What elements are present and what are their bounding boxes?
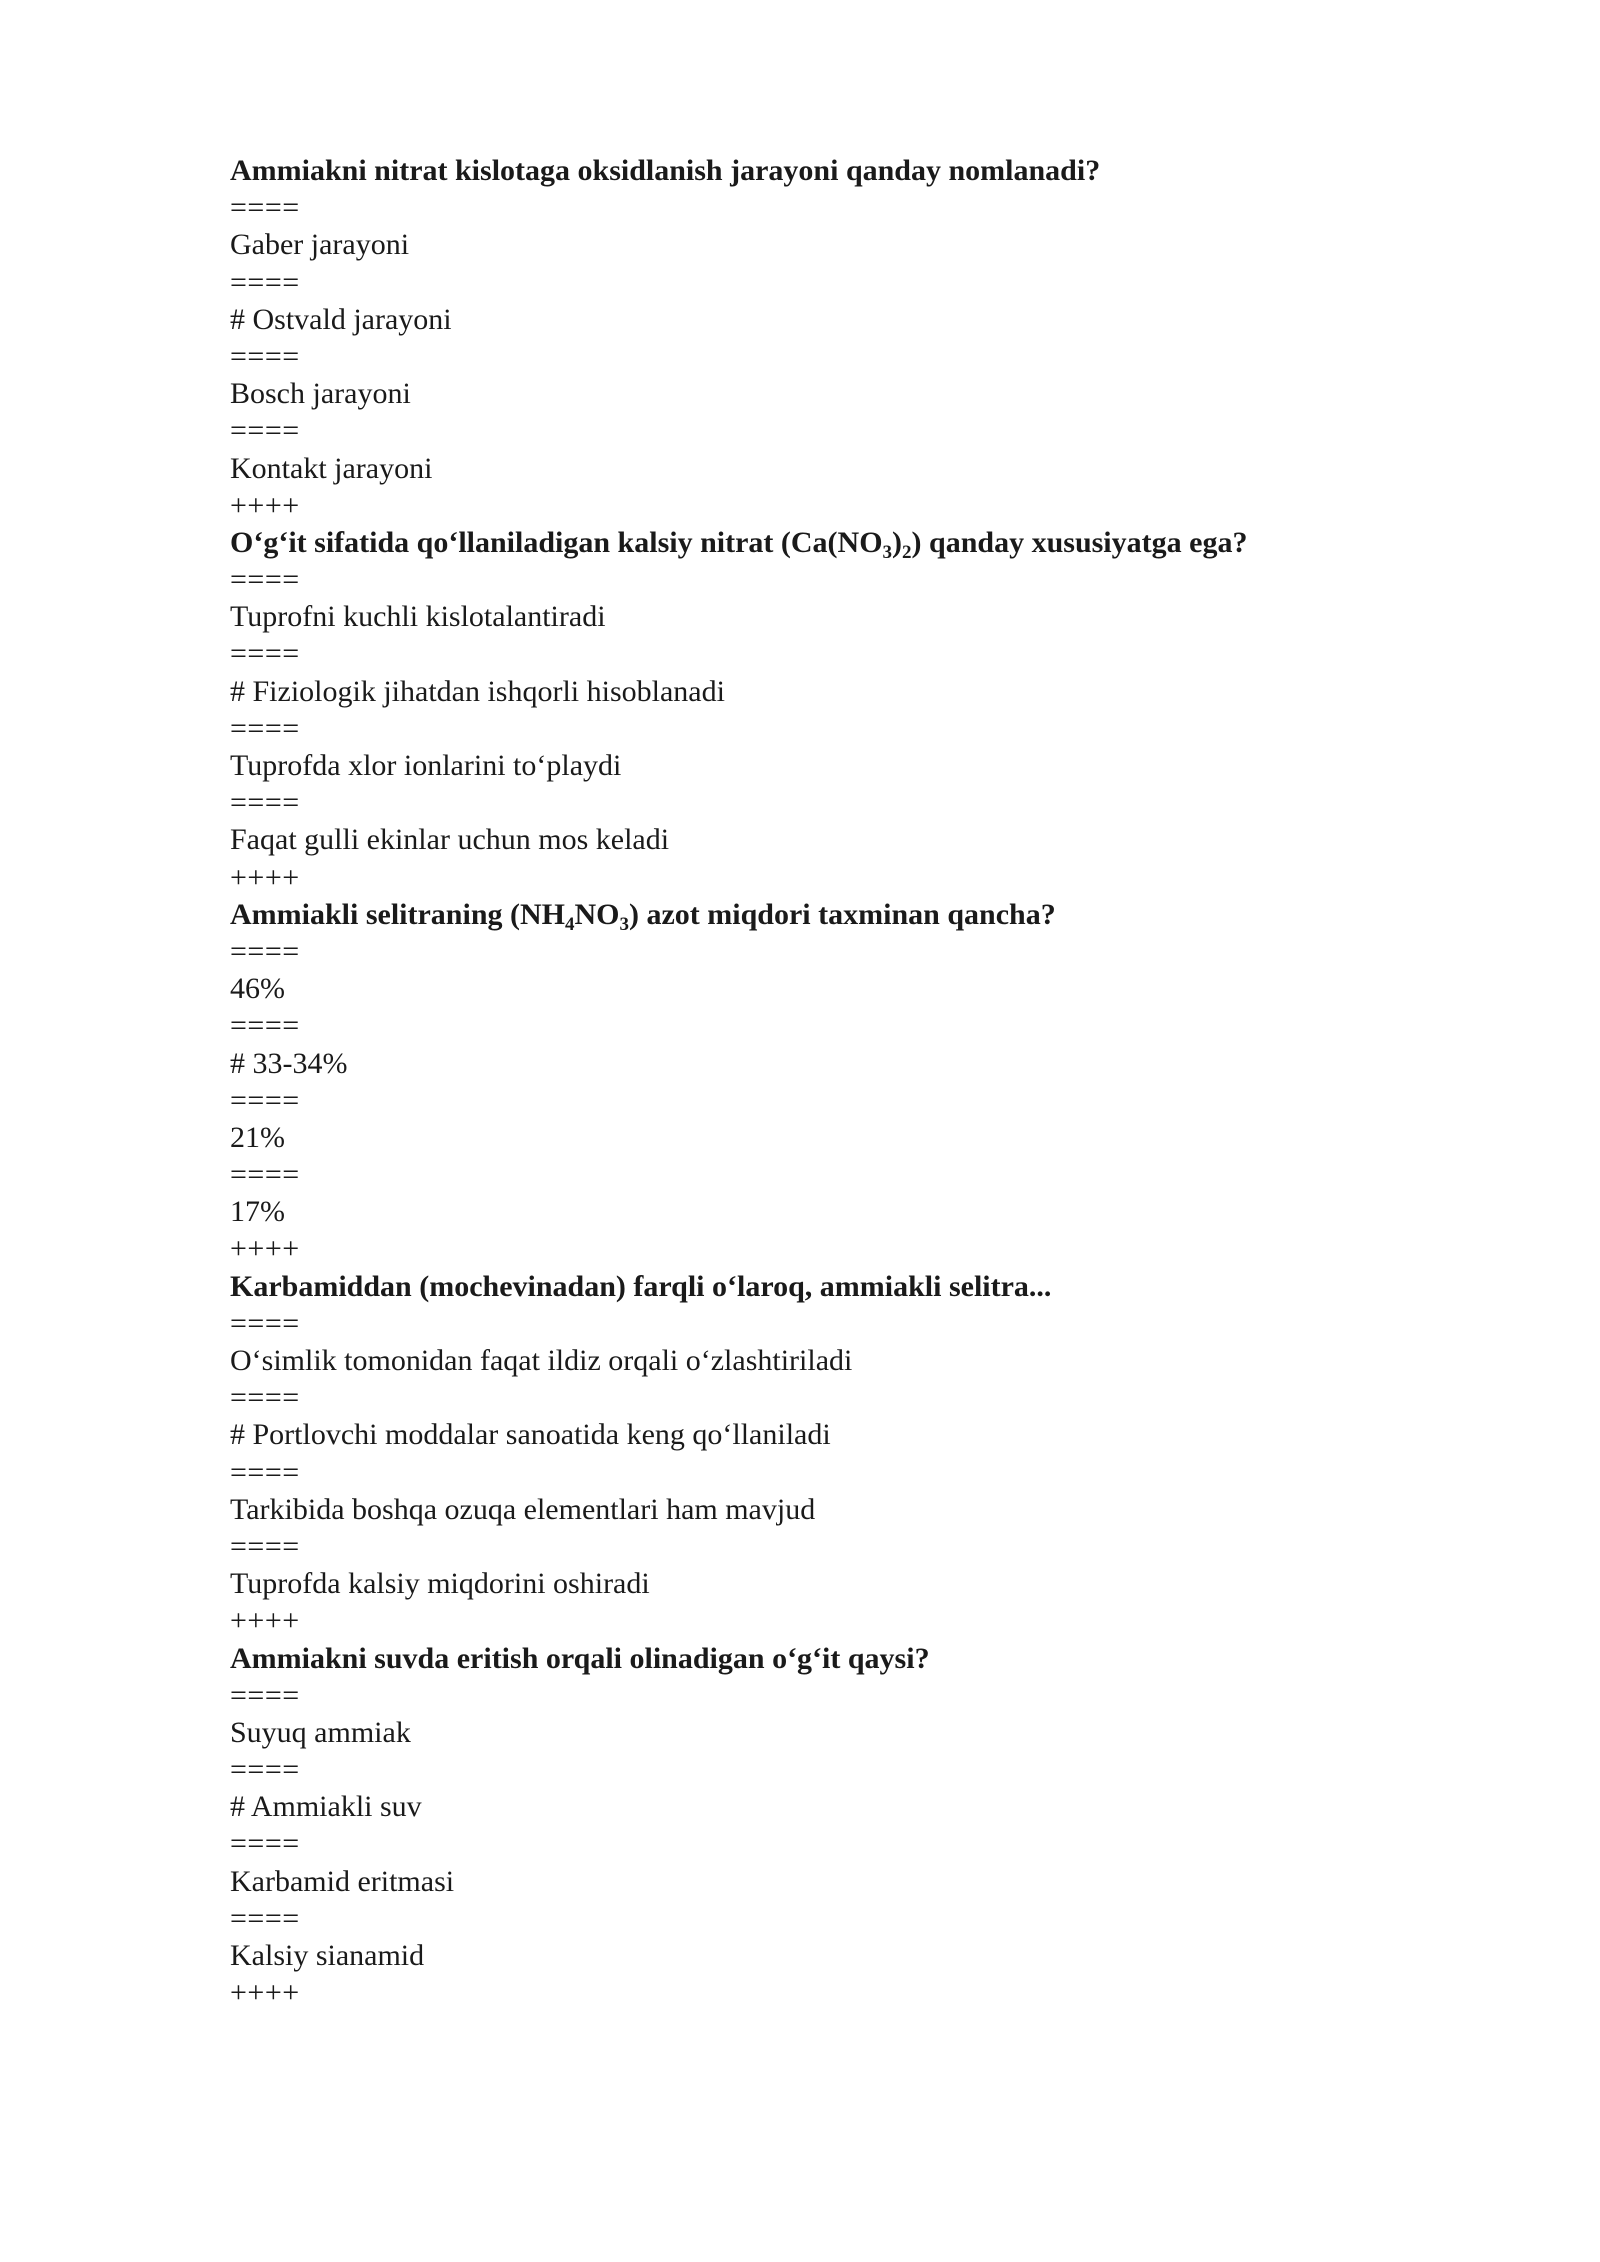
subscript: 3 [619, 913, 629, 935]
option-separator: ==== [230, 637, 300, 671]
answer-option: Suyuq ammiak [230, 1715, 411, 1749]
option-separator: ==== [230, 1901, 300, 1935]
subscript: 2 [902, 541, 912, 563]
answer-option: 46% [230, 972, 285, 1006]
correct-option: # Fiziologik jihatdan ishqorli hisoblanadi [230, 674, 725, 708]
option-separator: ==== [230, 265, 300, 299]
subscript: 3 [882, 541, 893, 563]
answer-option: O‘simlik tomonidan faqat ildiz orqali o‘zlashtiriladi [230, 1344, 853, 1377]
question-end-separator: ++++ [230, 488, 300, 522]
option-separator: ==== [230, 339, 300, 373]
question-end-separator: ++++ [230, 1976, 300, 2010]
correct-option: # Ammiakli suv [230, 1790, 422, 1824]
option-separator: ==== [230, 191, 300, 225]
question-title [230, 896, 1430, 933]
question-text: ) azot miqdori taxminan qancha? [629, 897, 1056, 931]
answer-option: Bosch jarayoni [230, 377, 411, 411]
answer-option: 17% [230, 1195, 285, 1229]
question-block [230, 1640, 1430, 2012]
option-separator: ==== [230, 1678, 300, 1712]
option-separator: ==== [230, 1753, 300, 1787]
subscript: 4 [565, 913, 575, 935]
question-text: Karbamiddan (mochevinadan) farqli o‘laroq, ammiakli selitra... [230, 1269, 1052, 1303]
question-text: Ammiakni suvda eritish orqali olinadigan o‘g‘it qaysi? [230, 1641, 930, 1675]
correct-option: # Ostvald jarayoni [230, 302, 452, 336]
option-separator: ==== [230, 1306, 300, 1340]
answer-option: Tarkibida boshqa ozuqa elementlari ham mavjud [230, 1492, 816, 1526]
question-title [230, 1640, 1430, 1677]
question-end-separator: ++++ [230, 1604, 300, 1638]
answer-option: Karbamid eritmasi [230, 1864, 455, 1898]
answer-option: Kontakt jarayoni [230, 451, 433, 485]
answer-option: Faqat gulli ekinlar uchun mos keladi [230, 823, 670, 857]
question-title [230, 1268, 1430, 1305]
question-text: ) qanday xususiyatga ega? [911, 525, 1248, 559]
answer-option: Kalsiy sianamid [230, 1939, 425, 1972]
option-separator: ==== [230, 934, 300, 968]
question-block [230, 152, 1430, 524]
question-text: O‘g‘it sifatida qo‘llaniladigan kalsiy nitrat (Ca(NO [230, 525, 883, 559]
option-separator: ==== [230, 1083, 300, 1117]
option-separator: ==== [230, 1455, 300, 1489]
answer-option: Tuprofda xlor ionlarini to‘playdi [230, 749, 622, 782]
option-separator: ==== [230, 711, 300, 745]
question-block [230, 524, 1430, 896]
correct-option: # Portlovchi moddalar sanoatida keng qo‘llaniladi [230, 1418, 831, 1452]
answer-option: Gaber jarayoni [230, 228, 410, 262]
option-separator: ==== [230, 1009, 300, 1043]
question-text: Ammiakni nitrat kislotaga oksidlanish jarayoni qanday nomlanadi? [230, 154, 1101, 187]
question-end-separator: ++++ [230, 860, 300, 894]
answer-option: 21% [230, 1120, 285, 1154]
option-separator: ==== [230, 1158, 300, 1192]
answer-option: Tuprofni kuchli kislotalantiradi [230, 600, 606, 634]
option-separator: ==== [230, 786, 300, 820]
option-separator: ==== [230, 414, 300, 448]
option-separator: ==== [230, 1381, 300, 1415]
option-separator: ==== [230, 1529, 300, 1563]
question-text: NO [574, 897, 620, 931]
question-title [230, 152, 1430, 189]
question-block [230, 896, 1430, 1268]
option-separator: ==== [230, 1827, 300, 1861]
question-text: ) [892, 525, 903, 559]
question-title [230, 524, 1430, 561]
test-document [230, 152, 1430, 2011]
answer-option: Tuprofda kalsiy miqdorini oshiradi [230, 1567, 650, 1601]
question-block [230, 1268, 1430, 1640]
correct-option: # 33-34% [230, 1046, 348, 1080]
question-text: Ammiakli selitraning (NH [230, 897, 565, 931]
question-end-separator: ++++ [230, 1232, 300, 1266]
option-separator: ==== [230, 563, 300, 597]
